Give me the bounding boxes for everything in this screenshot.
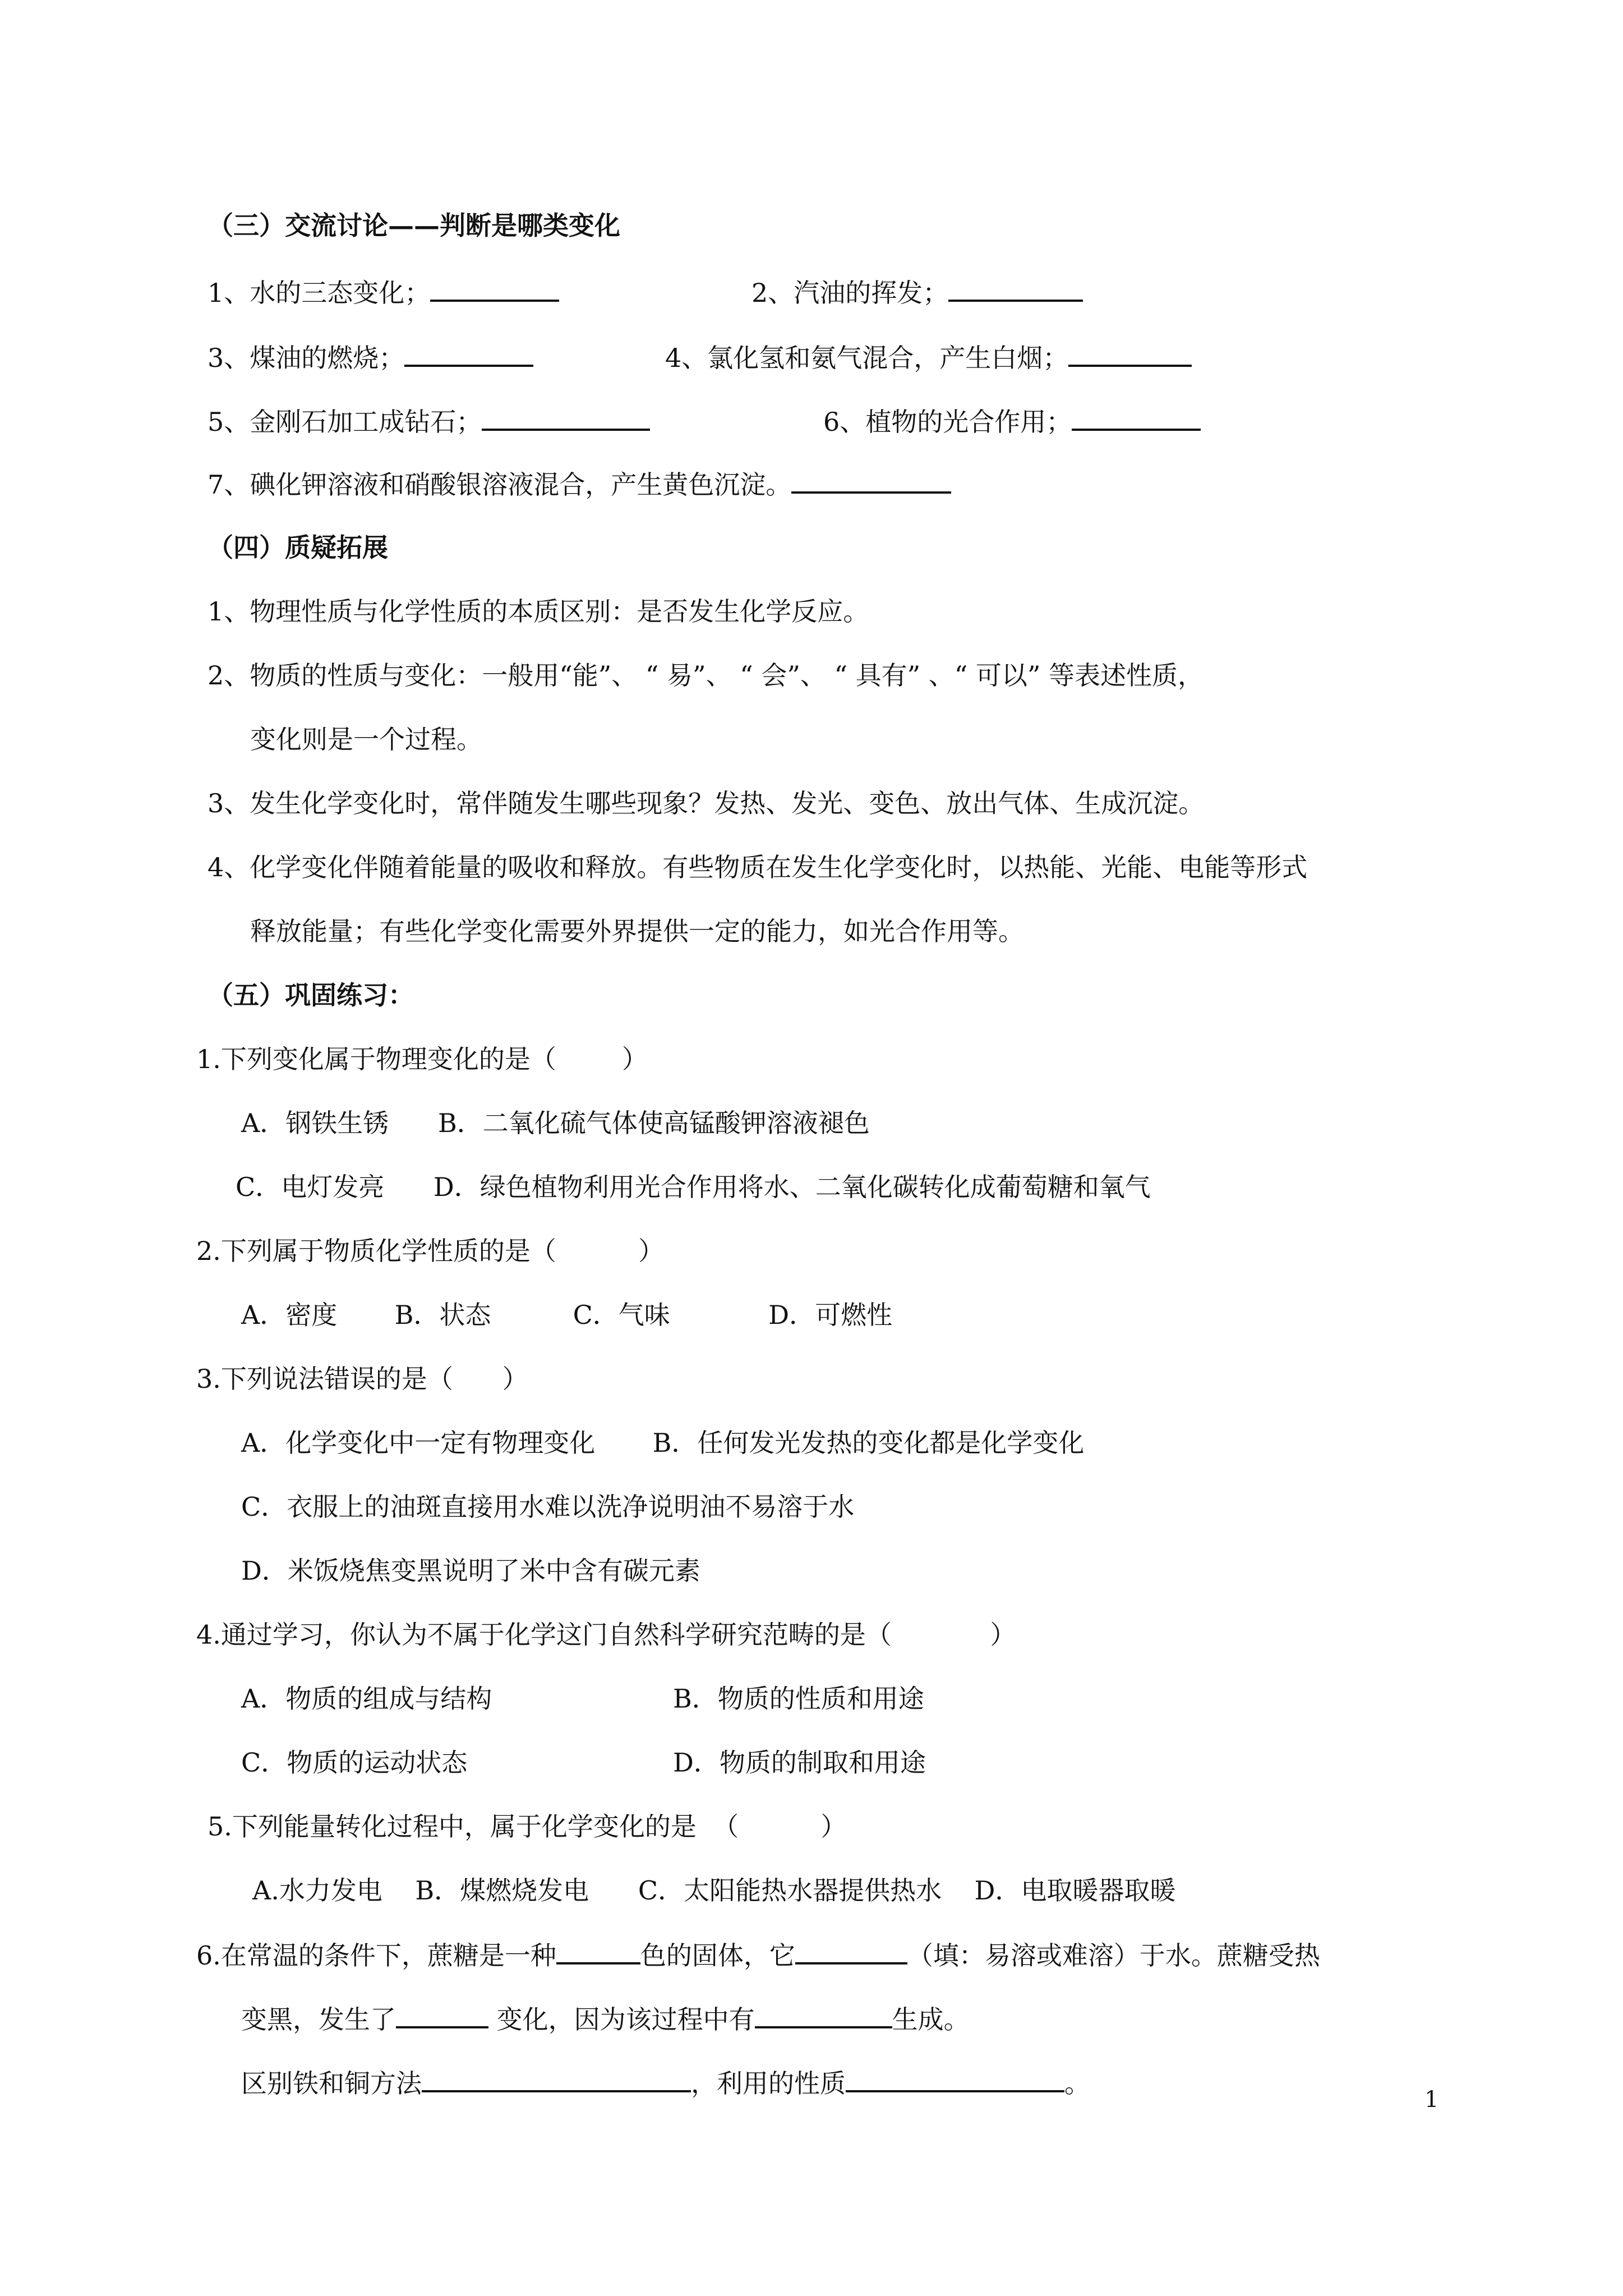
question-3-options-ab: A．化学变化中一定有物理变化 B．任何发光发热的变化都是化学变化 [241,1428,1085,1458]
question-5-options: A.水力发电 B．煤燃烧发电 C．太阳能热水器提供热水 D．电取暖器取暖 [252,1875,1176,1906]
question-6-text-9: 。 [1064,2068,1090,2099]
answer-blank[interactable] [791,467,951,494]
question-2-options: A．密度 B．状态 C．气味 D．可燃性 [241,1300,893,1330]
question-6 [196,1938,1320,1972]
question-6-text-5: 变化，因为该过程中有 [488,2004,755,2035]
discussion-item-7-text: 7、碘化钾溶液和硝酸银溶液混合，产生黄色沉淀。 [208,470,792,500]
expansion-point-2-cont: 变化则是一个过程。 [250,724,482,754]
question-6-text-8: ，利用的性质 [691,2068,846,2099]
answer-blank[interactable] [1068,340,1192,367]
question-4-option-c: C．物质的运动状态 [241,1747,468,1778]
question-1-options-cd: C．电灯发亮 D．绿色植物利用光合作用将水、二氧化碳转化成葡萄糖和氧气 [236,1172,1151,1202]
question-4-option-a: A．物质的组成与结构 [241,1683,492,1714]
expansion-point-4-cont: 释放能量；有些化学变化需要外界提供一定的能力，如光合作用等。 [250,916,1024,946]
answer-blank[interactable] [556,1938,640,1964]
discussion-item-5-text: 5、金刚石加工成钻石； [208,407,482,437]
question-1: 1.下列变化属于物理变化的是（ ） [196,1044,648,1074]
question-4-option-d: D．物质的制取和用途 [673,1747,926,1778]
question-4: 4.通过学习，你认为不属于化学这门自然科学研究范畴的是（ ） [196,1619,1016,1650]
question-1-options-ab: A．钢铁生锈 B．二氧化硫气体使高锰酸钾溶液褪色 [241,1108,870,1138]
question-6-text-3: （填：易溶或难溶）于水。蔗糖受热 [907,1940,1320,1971]
expansion-point-4: 4、化学变化伴随着能量的吸收和释放。有些物质在发生化学变化时，以热能、光能、电能等形式 [208,852,1308,882]
discussion-item-6 [823,404,1201,439]
answer-blank[interactable] [795,1938,907,1964]
discussion-item-1 [208,275,559,310]
discussion-item-4 [665,340,1192,375]
answer-blank[interactable] [430,275,559,302]
discussion-item-5 [208,404,650,439]
question-3-option-d: D．米饭烧焦变黑说明了米中含有碳元素 [241,1556,700,1586]
answer-blank[interactable] [396,2001,488,2028]
question-5: 5.下列能量转化过程中，属于化学变化的是 （ ） [208,1811,847,1842]
question-6-line-2 [241,2001,970,2036]
answer-blank[interactable] [482,404,650,431]
question-6-text-2: 色的固体，它 [640,1940,795,1971]
answer-blank[interactable] [1072,404,1201,431]
answer-blank[interactable] [422,2065,691,2092]
question-2: 2.下列属于物质化学性质的是（ ） [196,1236,665,1266]
answer-blank[interactable] [948,275,1083,302]
section-title-expansion: （四）质疑拓展 [208,532,388,563]
discussion-item-3 [208,340,533,375]
expansion-point-2: 2、物质的性质与变化：一般用“能”、 “ 易”、 “ 会”、 “ 具有” 、“ 可以” 等表述性质， [208,660,1204,691]
discussion-item-3-text: 3、煤油的燃烧； [208,343,405,373]
question-4-option-b: B．物质的性质和用途 [673,1683,924,1714]
question-6-text-1: 6.在常温的条件下，蔗糖是一种 [196,1940,556,1971]
discussion-item-1-text: 1、水的三态变化； [208,278,431,308]
section-title-discussion: （三）交流讨论——判断是哪类变化 [208,210,620,241]
answer-blank[interactable] [404,340,533,367]
question-6-text-4: 变黑，发生了 [241,2004,396,2035]
question-6-text-6: 生成。 [892,2004,970,2035]
section-title-exercises: （五）巩固练习： [208,980,414,1010]
question-3-option-c: C．衣服上的油斑直接用水难以洗净说明油不易溶于水 [241,1492,855,1522]
question-6-text-7: 区别铁和铜方法 [241,2068,422,2099]
answer-blank[interactable] [755,2001,892,2028]
discussion-item-7 [208,467,951,501]
discussion-item-6-text: 6、植物的光合作用； [823,407,1072,437]
question-6-line-3 [241,2065,1090,2100]
discussion-item-4-text: 4、氯化氢和氨气混合，产生白烟； [665,343,1069,373]
expansion-point-1: 1、物理性质与化学性质的本质区别：是否发生化学反应。 [208,596,869,627]
discussion-item-2 [751,275,1083,310]
expansion-point-3: 3、发生化学变化时，常伴随发生哪些现象？发热、发光、变色、放出气体、生成沉淀。 [208,788,1205,818]
page-number: 1 [1424,2087,1439,2113]
discussion-item-2-text: 2、汽油的挥发； [751,278,949,308]
question-3: 3.下列说法错误的是（ ） [196,1364,528,1394]
answer-blank[interactable] [846,2065,1064,2092]
